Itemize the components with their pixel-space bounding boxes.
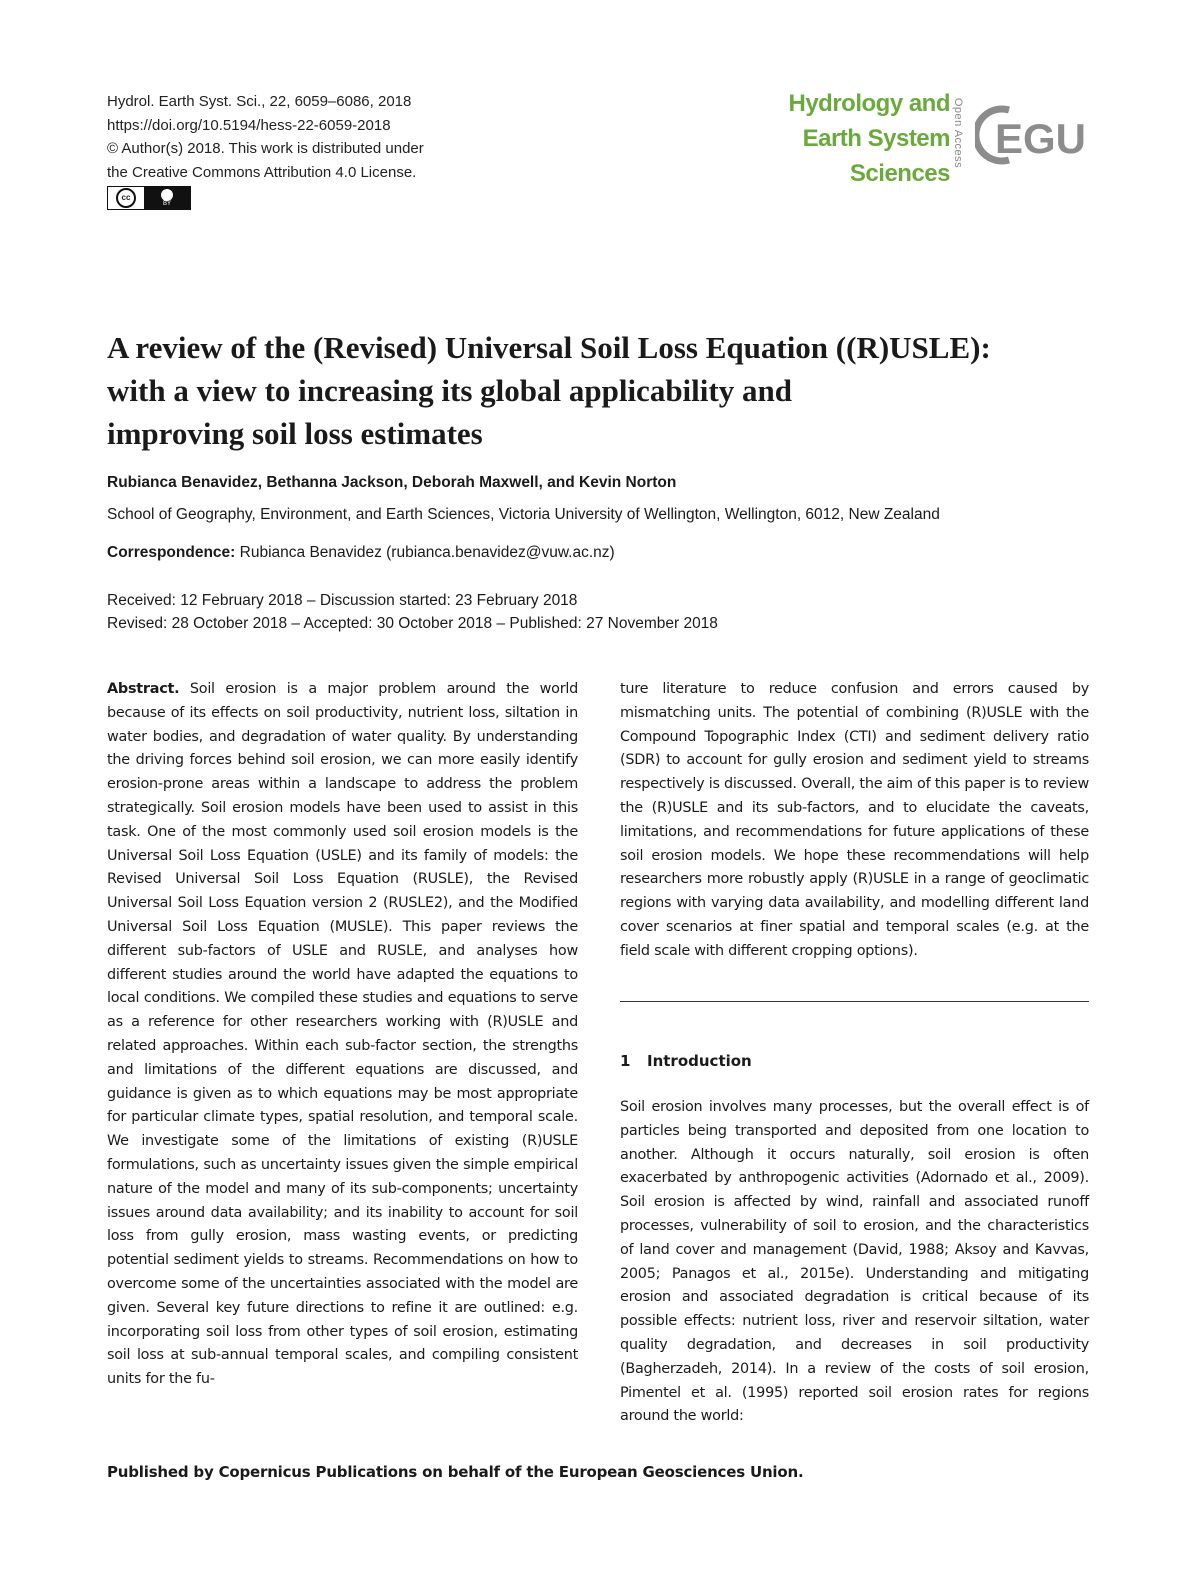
- affiliation: School of Geography, Environment, and Earth Sciences, Victoria University of Wellington, Wellington, 6012, New Zealand: [107, 506, 940, 523]
- abstract-divider: [620, 1001, 1089, 1002]
- open-access-text: Open Access: [952, 97, 964, 169]
- egu-logo-icon: [975, 100, 1095, 170]
- cc-by-license-icon[interactable]: cc BY: [107, 186, 191, 210]
- copyright-line: © Author(s) 2018. This work is distributed under: [107, 140, 424, 157]
- citation-block: [107, 90, 424, 210]
- journal-logo: [770, 86, 950, 191]
- dates-line2: Revised: 28 October 2018 – Accepted: 30 October 2018 – Published: 27 November 2018: [107, 615, 718, 632]
- publisher-footer: Published by Copernicus Publications on behalf of the European Geosciences Union.: [107, 1463, 804, 1481]
- journal-logo-line2: Earth System: [802, 125, 950, 152]
- doi-link[interactable]: https://doi.org/10.5194/hess-22-6059-2018: [107, 116, 391, 134]
- journal-logo-line1: Hydrology and: [788, 90, 950, 117]
- title-line3: improving soil loss estimates: [107, 416, 483, 451]
- section-title: Introduction: [647, 1052, 752, 1070]
- introduction-text: [620, 1096, 1089, 1429]
- publication-dates: [107, 589, 718, 635]
- correspondence: [107, 544, 615, 562]
- correspondence-label: Correspondence:: [107, 544, 236, 561]
- authors: Rubianca Benavidez, Bethanna Jackson, Deborah Maxwell, and Kevin Norton: [107, 474, 677, 491]
- introduction-paragraph: Soil erosion involves many processes, but the overall effect is of particles being transported and deposited from one location to another. Although it occurs naturally, soil erosion is often exacerbated by anthropogenic activities (Adornado et al., 2009). Soil erosion is affected by wind, rainfall and associated runoff processes, vulnerability of soil to erosion, and the characteristics of land cover and management (David, 1988; Aksoy and Kavvas, 2005; Panagos et al., 2015e). Understanding and mitigating erosion and associated degradation is critical because of its possible effects: nutrient loss, river and reservoir siltation, water quality degradation, and decreases in soil productivity (Bagherzadeh, 2014). In a review of the costs of soil erosion, Pimentel et al. (1995) reported soil erosion rates for regions around the world:: [620, 1099, 1089, 1425]
- title-line1: A review of the (Revised) Universal Soil Loss Equation ((R)USLE):: [107, 330, 991, 365]
- paper-title: [107, 326, 1107, 455]
- license-line: the Creative Commons Attribution 4.0 License.: [107, 163, 417, 181]
- journal-logo-line3: Sciences: [849, 160, 950, 187]
- open-access-label: [946, 88, 970, 178]
- egu-logo-text: EGU: [995, 115, 1087, 162]
- abstract-label: Abstract.: [107, 681, 180, 697]
- citation-line: Hydrol. Earth Syst. Sci., 22, 6059–6086, 2018: [107, 93, 412, 110]
- correspondence-email[interactable]: Rubianca Benavidez (rubianca.benavidez@vuw.ac.nz): [239, 544, 615, 561]
- abstract-text-left: Soil erosion is a major problem around the world because of its effects on soil productivity, nutrient loss, siltation in water bodies, and degradation of water quality. By understanding the driving forces behind soil erosion, we can more easily identify erosion-prone areas within a landscape to address the problem strategically. Soil erosion models have been used to assist in this task. One of the most commonly used soil erosion models is the Universal Soil Loss Equation (USLE) and its family of models: the Revised Universal Soil Loss Equation (RUSLE), the Revised Universal Soil Loss Equation version 2 (RUSLE2), and the Modified Universal Soil Loss Equation (MUSLE). This paper reviews the different sub-factors of USLE and RUSLE, and analyses how different studies around the world have adapted the equations to local conditions. We compiled these studies and equations to serve as a reference for other researchers working with (R)USLE and related approaches. Within each sub-factor section, the strengths and limitations of the different equations are discussed, and guidance is given as to which equations may be most appropriate for particular climate types, spatial resolution, and temporal scale. We investigate some of the limitations of existing (R)USLE formulations, such as uncertainty issues given the simple empirical nature of the model and many of its sub-components; uncertainty issues around data availability; and its inability to account for soil loss from gully erosion, mass wasting events, or predicting potential sediment yields to streams. Recommendations on how to overcome some of the uncertainties associated with the model are given. Several key future directions to refine it are outlined: e.g. incorporating soil loss from other types of soil erosion, estimating soil loss at sub-annual temporal scales, and compiling consistent units for the fu-: [107, 681, 579, 1388]
- section-number: 1: [620, 1052, 631, 1070]
- abstract-left-column: [107, 678, 578, 1392]
- dates-line1: Received: 12 February 2018 – Discussion started: 23 February 2018: [107, 592, 578, 609]
- section-heading: [620, 1052, 752, 1070]
- title-line2: with a view to increasing its global applicability and: [107, 373, 792, 408]
- abstract-right-column: [620, 678, 1089, 964]
- abstract-text-right: ture literature to reduce confusion and errors caused by mismatching units. The potential of combining (R)USLE with the Compound Topographic Index (CTI) and sediment delivery ratio (SDR) to account for gully erosion and sediment yield to streams respectively is discussed. Overall, the aim of this paper is to review the (R)USLE and its sub-factors, and to elucidate the caveats, limitations, and recommendations for future applications of these soil erosion models. We hope these recommendations will help researchers more robustly apply (R)USLE in a range of geoclimatic regions with varying data availability, and modelling different land cover scenarios at finer spatial and temporal scales (e.g. at the field scale with different cropping options).: [620, 681, 1089, 959]
